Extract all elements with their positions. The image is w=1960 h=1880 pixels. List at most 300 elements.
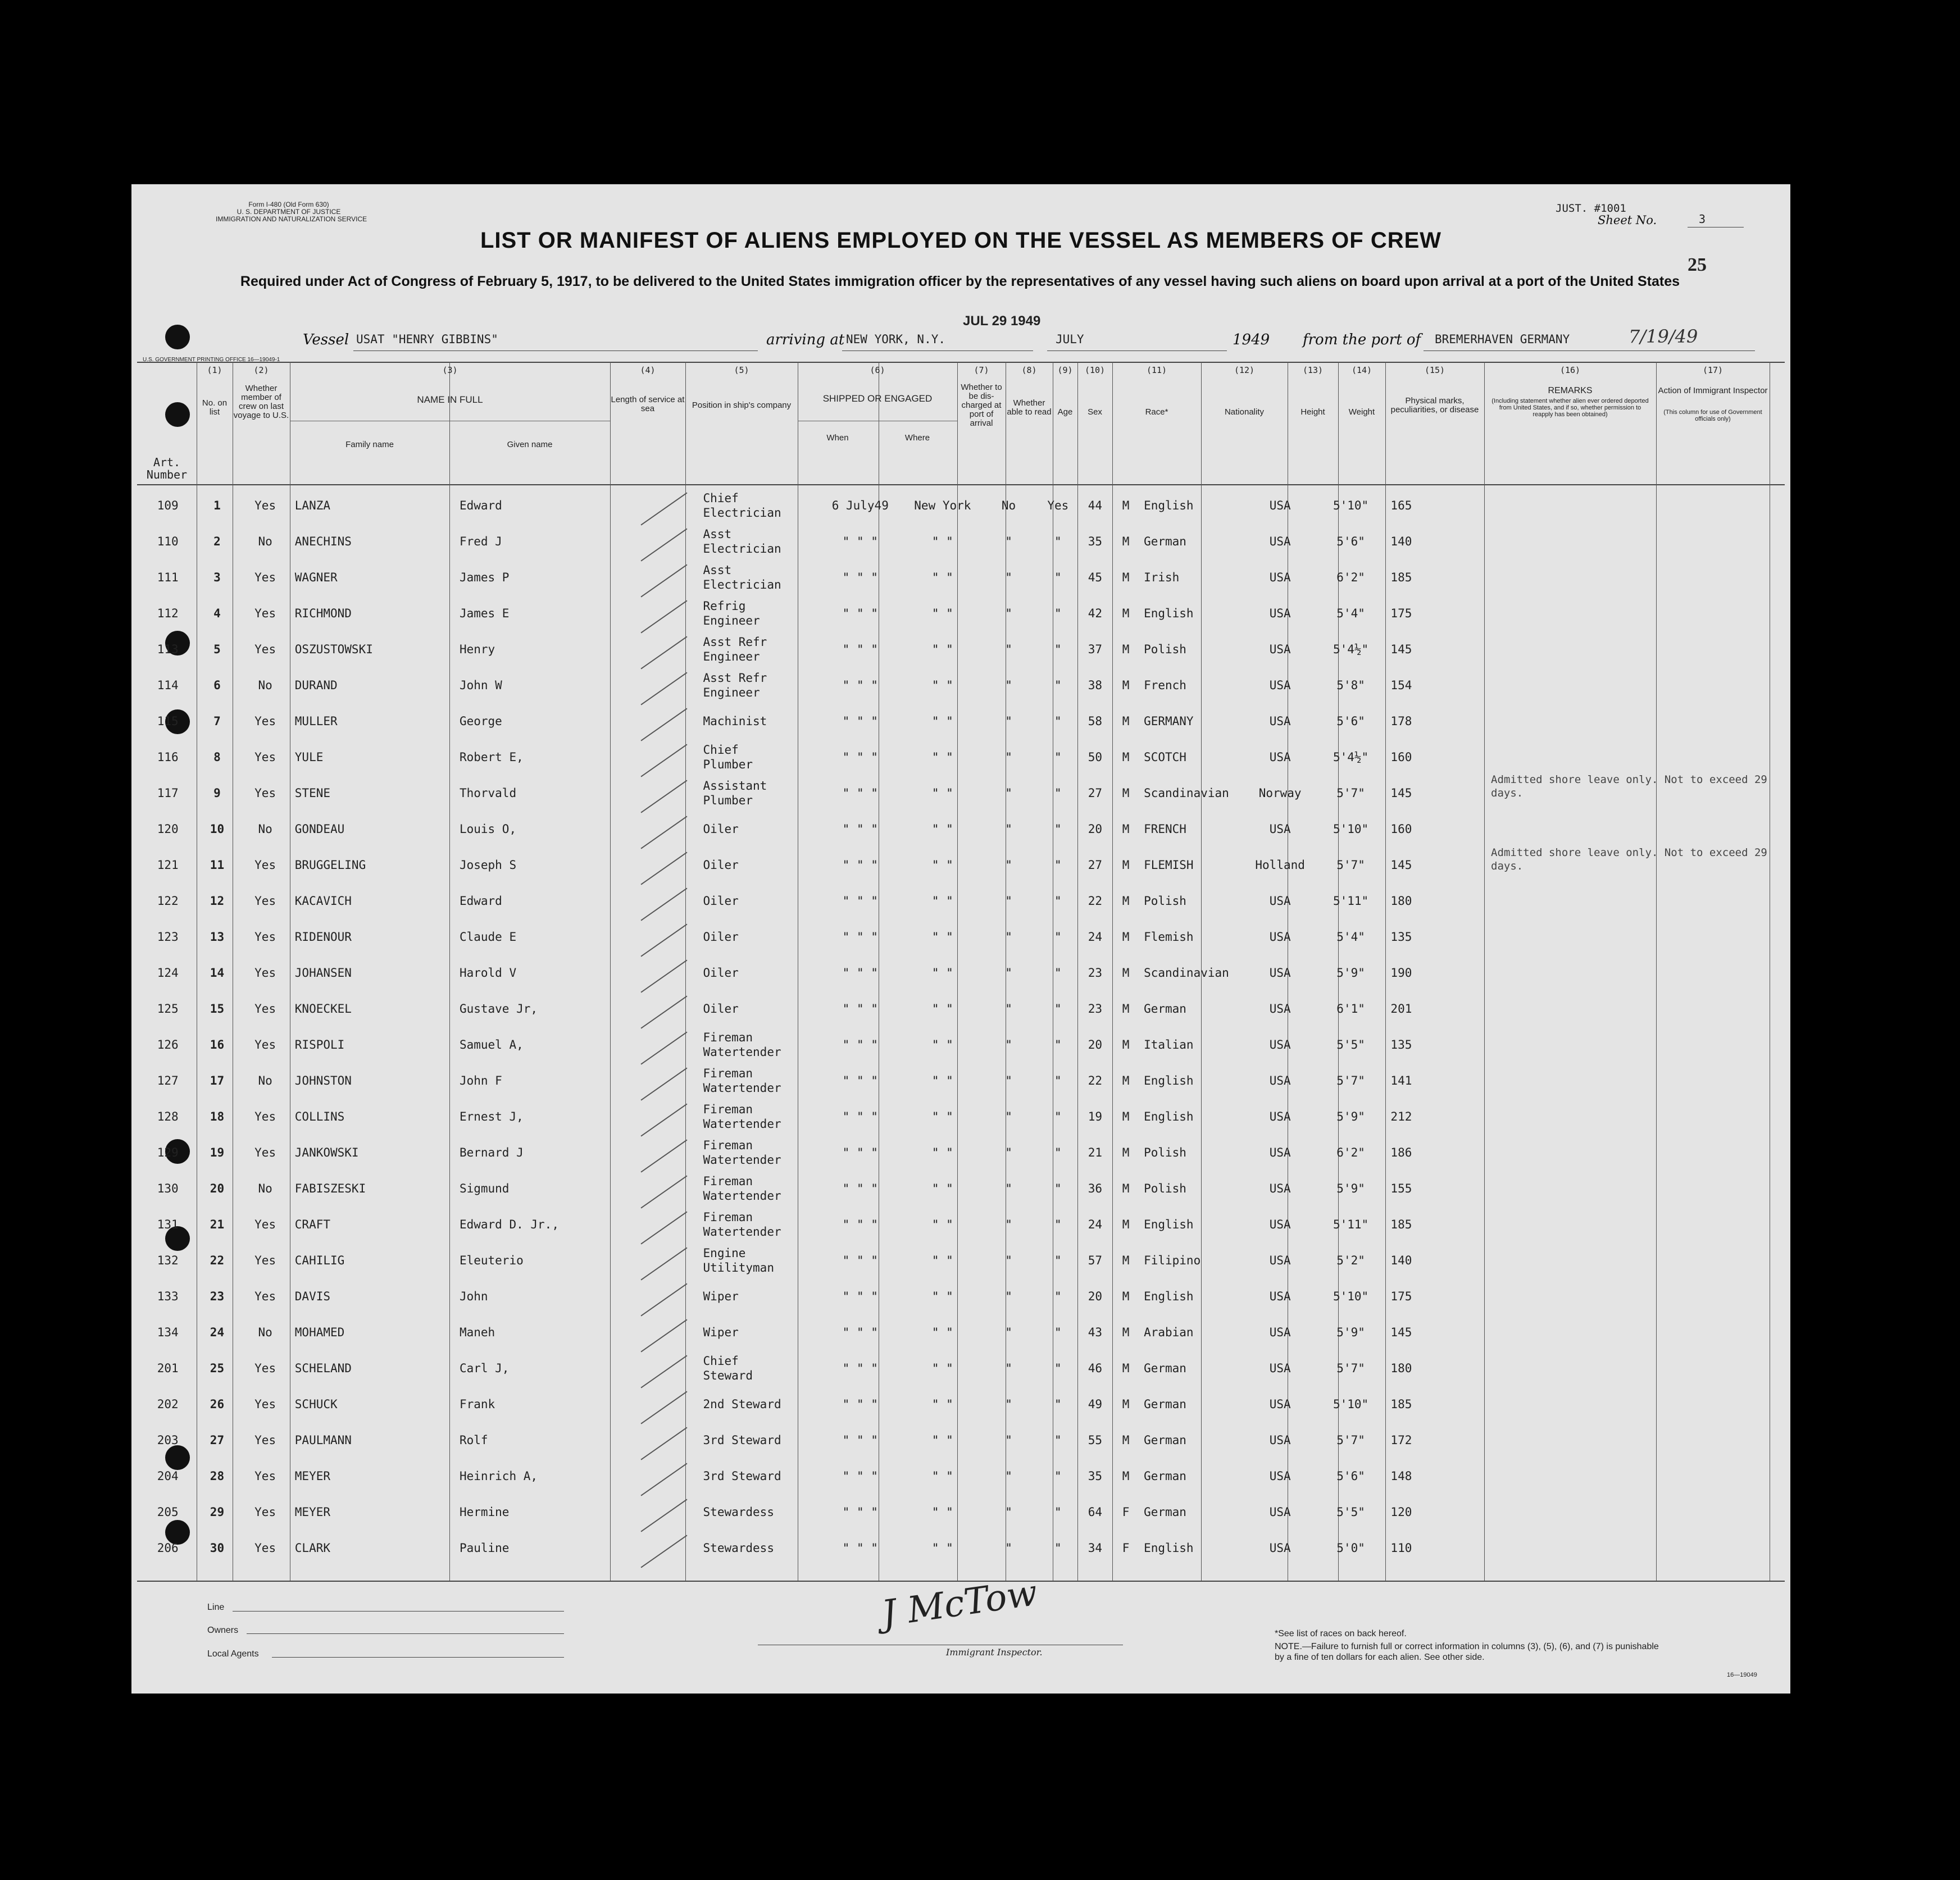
row-position: [703, 1027, 819, 1063]
row-age: 22: [1088, 1074, 1102, 1087]
row-physical-marks: [1426, 955, 1528, 991]
row-nationality: Holland: [1255, 858, 1305, 872]
row-shipped-when: " " ": [842, 1505, 878, 1519]
table-row: [137, 883, 1790, 919]
row-discharged: ": [1005, 1182, 1012, 1195]
row-given-name: Joseph S: [459, 858, 517, 872]
table-row: [137, 955, 1790, 991]
row-action: [1705, 667, 1790, 703]
row-able-read: ": [1054, 1038, 1062, 1051]
row-art-number: 129: [157, 1146, 179, 1159]
position-line-2: Wiper: [703, 1326, 739, 1339]
row-discharged: ": [1005, 930, 1012, 944]
row-last-voyage: Yes: [254, 1038, 276, 1051]
row-age: 21: [1088, 1146, 1102, 1159]
position-line-2: Plumber: [703, 794, 753, 807]
row-last-voyage: Yes: [254, 1505, 276, 1519]
row-nationality: USA: [1269, 714, 1291, 728]
page-title: LIST OR MANIFEST OF ALIENS EMPLOYED ON THE VESSEL AS MEMBERS OF CREW: [480, 228, 1442, 253]
header-remarks: REMARKS: [1548, 386, 1593, 395]
table-row: [137, 1063, 1790, 1099]
header-race: Race*: [1145, 407, 1168, 417]
row-nationality: Norway: [1258, 786, 1302, 800]
row-family-name: MOHAMED: [294, 1326, 345, 1339]
row-last-voyage: Yes: [254, 714, 276, 728]
row-family-name: KNOECKEL: [294, 1002, 352, 1016]
row-remarks: [1527, 955, 1705, 991]
row-remarks: [1527, 631, 1705, 667]
inspector-label: Immigrant Inspector.: [946, 1647, 1043, 1658]
position-line-2: Oiler: [703, 858, 739, 872]
row-number: 30: [210, 1541, 225, 1555]
row-given-name: Claude E: [459, 930, 517, 944]
row-sex: F: [1122, 1541, 1130, 1555]
row-discharged: ": [1005, 1290, 1012, 1303]
position-line-1: Chief: [703, 743, 739, 757]
row-remarks: [1527, 1171, 1705, 1207]
row-art-number: 202: [157, 1398, 179, 1411]
row-number: 21: [210, 1218, 225, 1231]
row-art-number: 111: [157, 571, 179, 584]
row-action: [1705, 703, 1790, 739]
row-weight: 120: [1390, 1505, 1412, 1519]
row-action: [1705, 883, 1790, 919]
row-physical-marks: [1426, 524, 1528, 559]
row-position: [703, 1207, 819, 1242]
row-shipped-where: " ": [931, 858, 953, 872]
row-position: [703, 595, 819, 631]
row-physical-marks: [1426, 1278, 1528, 1314]
row-given-name: Eleuterio: [459, 1254, 524, 1267]
row-nationality: USA: [1269, 1505, 1291, 1519]
header-weight: Weight: [1348, 407, 1375, 417]
check-tick-mark: [641, 960, 688, 993]
row-shipped-when: " " ": [842, 858, 878, 872]
row-remarks: [1527, 739, 1705, 775]
row-length-tick: [625, 1063, 703, 1099]
table-row: [137, 524, 1790, 559]
header-sex: Sex: [1088, 407, 1102, 417]
position-line-1: Chief: [703, 1354, 739, 1368]
row-length-tick: [625, 919, 703, 955]
header-art-number: Art. Number: [146, 456, 188, 481]
row-number: 16: [210, 1038, 225, 1051]
sheet-number: 3: [1699, 212, 1706, 226]
row-family-name: YULE: [294, 750, 324, 764]
row-position: [703, 703, 819, 739]
row-position: [703, 1494, 819, 1530]
row-shipped-where: " ": [931, 930, 953, 944]
row-family-name: JOHNSTON: [294, 1074, 352, 1087]
check-tick-mark: [641, 1463, 688, 1496]
row-length-tick: [625, 1207, 703, 1242]
footer-line-label: Line: [207, 1603, 225, 1612]
row-discharged: ": [1005, 822, 1012, 836]
row-length-tick: [625, 883, 703, 919]
row-length-tick: [625, 775, 703, 811]
check-tick-mark: [641, 744, 688, 777]
row-nationality: USA: [1269, 643, 1291, 656]
table-row: [137, 1494, 1790, 1530]
position-line-1: Engine: [703, 1246, 746, 1260]
row-nationality: USA: [1269, 535, 1291, 548]
row-position: [703, 811, 819, 847]
row-height: 5'10": [1333, 499, 1369, 512]
row-age: 22: [1088, 894, 1102, 908]
row-discharged: No: [1001, 499, 1016, 512]
position-line-2: Watertender: [703, 1045, 781, 1059]
position-line-2: Oiler: [703, 894, 739, 908]
table-row: [137, 1422, 1790, 1458]
col-num: (5): [734, 365, 749, 375]
row-weight: 175: [1390, 607, 1412, 620]
row-art-number: 126: [157, 1038, 179, 1051]
row-remarks: [1527, 1278, 1705, 1314]
row-action: [1705, 1530, 1790, 1566]
row-shipped-when: 6 July49: [831, 499, 889, 512]
row-able-read: ": [1054, 930, 1062, 944]
row-length-tick: [625, 1314, 703, 1350]
row-number: 20: [210, 1182, 225, 1195]
row-physical-marks: [1426, 1171, 1528, 1207]
row-race: Irish: [1144, 571, 1180, 584]
position-line-2: 3rd Steward: [703, 1469, 781, 1483]
row-age: 24: [1088, 930, 1102, 944]
row-able-read: ": [1054, 1146, 1062, 1159]
row-physical-marks: [1426, 811, 1528, 847]
row-height: 5'7": [1336, 858, 1365, 872]
row-weight: 165: [1390, 499, 1412, 512]
header-action-inspector: Action of Immigrant Inspector: [1658, 386, 1768, 395]
row-last-voyage: Yes: [254, 1218, 276, 1231]
row-weight: 185: [1390, 571, 1412, 584]
row-able-read: ": [1054, 643, 1062, 656]
row-action: [1705, 1135, 1790, 1171]
row-shipped-where: " ": [931, 1398, 953, 1411]
row-last-voyage: Yes: [254, 1110, 276, 1123]
row-length-tick: [625, 667, 703, 703]
row-race: Scandinavian: [1144, 966, 1229, 980]
row-shipped-when: " " ": [842, 571, 878, 584]
row-last-voyage: Yes: [254, 750, 276, 764]
row-number: 25: [210, 1362, 225, 1375]
row-family-name: LANZA: [294, 499, 330, 512]
row-nationality: USA: [1269, 1433, 1291, 1447]
row-length-tick: [625, 488, 703, 524]
row-weight: 140: [1390, 1254, 1412, 1267]
col-num: (7): [974, 365, 989, 375]
row-weight: 140: [1390, 535, 1412, 548]
row-physical-marks: [1426, 1135, 1528, 1171]
form-id-block: [216, 201, 367, 223]
row-race: English: [1144, 499, 1194, 512]
row-nationality: USA: [1269, 1362, 1291, 1375]
page-mark: 25: [1688, 254, 1707, 275]
row-physical-marks: [1426, 488, 1528, 524]
table-row: [137, 1314, 1790, 1350]
row-number: 26: [210, 1398, 225, 1411]
row-family-name: RICHMOND: [294, 607, 352, 620]
row-family-name: BRUGGELING: [294, 858, 366, 872]
table-row: [137, 703, 1790, 739]
row-race: English: [1144, 1110, 1194, 1123]
date-stamp: JUL 29 1949: [963, 313, 1041, 329]
row-family-name: JOHANSEN: [294, 966, 352, 980]
check-tick-mark: [641, 1535, 688, 1568]
row-given-name: James E: [459, 607, 510, 620]
row-height: 5'8": [1336, 679, 1365, 692]
row-discharged: ": [1005, 1146, 1012, 1159]
row-age: 55: [1088, 1433, 1102, 1447]
check-tick-mark: [641, 852, 688, 885]
row-given-name: Thorvald: [459, 786, 517, 800]
row-race: Filipino: [1144, 1254, 1201, 1267]
row-art-number: 110: [157, 535, 179, 548]
row-remarks: [1527, 811, 1705, 847]
row-shipped-where: " ": [931, 894, 953, 908]
row-able-read: ": [1054, 750, 1062, 764]
row-nationality: USA: [1269, 1398, 1291, 1411]
row-nationality: USA: [1269, 1541, 1291, 1555]
check-tick-mark: [641, 996, 688, 1029]
row-number: 13: [210, 930, 225, 944]
row-sex: M: [1122, 1326, 1130, 1339]
row-height: 5'9": [1336, 1182, 1365, 1195]
row-number: 15: [210, 1002, 225, 1016]
position-line-2: Watertender: [703, 1153, 781, 1167]
row-discharged: ": [1005, 894, 1012, 908]
row-weight: 190: [1390, 966, 1412, 980]
position-line-2: Engineer: [703, 650, 760, 663]
position-line-1: Chief: [703, 491, 739, 505]
row-sex: M: [1122, 1290, 1130, 1303]
row-remarks: [1527, 1314, 1705, 1350]
row-age: 23: [1088, 966, 1102, 980]
row-length-tick: [625, 559, 703, 595]
row-nationality: USA: [1269, 1469, 1291, 1483]
row-shipped-when: " " ": [842, 679, 878, 692]
row-position: [703, 559, 819, 595]
form-id: Form I-480 (Old Form 630): [248, 201, 329, 208]
row-race: Italian: [1144, 1038, 1194, 1051]
row-given-name: Edward D. Jr.,: [459, 1218, 559, 1231]
row-age: 36: [1088, 1182, 1102, 1195]
row-last-voyage: Yes: [254, 930, 276, 944]
row-art-number: 132: [157, 1254, 179, 1267]
row-length-tick: [625, 1099, 703, 1135]
row-height: 5'5": [1336, 1505, 1365, 1519]
check-tick-mark: [641, 1140, 688, 1173]
row-number: 10: [210, 822, 225, 836]
row-able-read: ": [1054, 607, 1062, 620]
row-height: 5'7": [1336, 1433, 1365, 1447]
row-given-name: Hermine: [459, 1505, 510, 1519]
header-action-note: (This column for use of Government officials only): [1663, 409, 1762, 422]
table-row: [137, 1207, 1790, 1242]
row-discharged: ": [1005, 535, 1012, 548]
row-last-voyage: Yes: [254, 786, 276, 800]
row-shipped-when: " " ": [842, 535, 878, 548]
row-discharged: ": [1005, 714, 1012, 728]
row-action: [1705, 1458, 1790, 1494]
row-given-name: John W: [459, 679, 502, 692]
row-family-name: MULLER: [294, 714, 338, 728]
position-line-2: Oiler: [703, 822, 739, 836]
row-able-read: ": [1054, 966, 1062, 980]
row-sex: M: [1122, 643, 1130, 656]
row-physical-marks: [1426, 1314, 1528, 1350]
row-nationality: USA: [1269, 930, 1291, 944]
row-height: 6'1": [1336, 1002, 1365, 1016]
row-sex: M: [1122, 966, 1130, 980]
arriving-at: NEW YORK, N.Y.: [846, 333, 946, 346]
row-number: 29: [210, 1505, 225, 1519]
row-height: 5'11": [1333, 894, 1369, 908]
row-number: 4: [213, 607, 221, 620]
row-physical-marks: [1426, 1063, 1528, 1099]
check-tick-mark: [641, 529, 688, 562]
row-physical-marks: [1426, 667, 1528, 703]
row-age: 23: [1088, 1002, 1102, 1016]
row-action: [1705, 488, 1790, 524]
row-height: 5'10": [1333, 1398, 1369, 1411]
row-shipped-where: " ": [931, 1362, 953, 1375]
row-nationality: USA: [1269, 966, 1291, 980]
position-line-2: Wiper: [703, 1290, 739, 1303]
row-shipped-when: " " ": [842, 786, 878, 800]
row-height: 6'2": [1336, 571, 1365, 584]
row-weight: 145: [1390, 643, 1412, 656]
row-shipped-when: " " ": [842, 822, 878, 836]
row-shipped-where: " ": [931, 1038, 953, 1051]
row-art-number: 134: [157, 1326, 179, 1339]
row-shipped-where: " ": [931, 1110, 953, 1123]
row-physical-marks: [1426, 1099, 1528, 1135]
row-position: [703, 1278, 819, 1314]
row-race: GERMANY: [1144, 714, 1194, 728]
row-last-voyage: No: [258, 822, 272, 836]
row-length-tick: [625, 739, 703, 775]
row-sex: M: [1122, 750, 1130, 764]
row-shipped-where: " ": [931, 1182, 953, 1195]
row-action: [1705, 1171, 1790, 1207]
row-height: 5'10": [1333, 1290, 1369, 1303]
row-position: [703, 991, 819, 1027]
row-action: [1705, 1494, 1790, 1530]
row-given-name: Maneh: [459, 1326, 495, 1339]
row-family-name: CRAFT: [294, 1218, 330, 1231]
row-number: 7: [213, 714, 221, 728]
row-sex: M: [1122, 714, 1130, 728]
check-tick-mark: [641, 1499, 688, 1532]
row-physical-marks: [1426, 559, 1528, 595]
row-remarks: [1527, 991, 1705, 1027]
row-number: 17: [210, 1074, 225, 1087]
row-number: 11: [210, 858, 225, 872]
row-nationality: USA: [1269, 1218, 1291, 1231]
row-age: 20: [1088, 1290, 1102, 1303]
row-sex: M: [1122, 499, 1130, 512]
position-line-2: Steward: [703, 1369, 753, 1382]
col-num: (14): [1351, 365, 1372, 375]
row-art-number: 112: [157, 607, 179, 620]
header-age: Age: [1057, 407, 1073, 417]
row-shipped-when: " " ": [842, 1074, 878, 1087]
row-height: 5'6": [1336, 1469, 1365, 1483]
col-num: (6): [870, 365, 885, 375]
row-able-read: ": [1054, 1398, 1062, 1411]
row-family-name: SCHELAND: [294, 1362, 352, 1375]
row-last-voyage: Yes: [254, 1146, 276, 1159]
row-position: [703, 488, 819, 524]
row-nationality: USA: [1269, 571, 1291, 584]
row-shipped-where: " ": [931, 1254, 953, 1267]
row-shipped-when: " " ": [842, 643, 878, 656]
header-given-name: Given name: [507, 440, 553, 449]
row-physical-marks: [1426, 703, 1528, 739]
row-action: [1705, 1278, 1790, 1314]
row-position: [703, 524, 819, 559]
row-art-number: 201: [157, 1362, 179, 1375]
header-nationality: Nationality: [1224, 407, 1265, 417]
position-line-2: Utilityman: [703, 1261, 774, 1274]
row-family-name: PAULMANN: [294, 1433, 352, 1447]
row-remarks: [1527, 1063, 1705, 1099]
row-discharged: ": [1005, 1398, 1012, 1411]
from-label: from the port of: [1303, 331, 1421, 348]
position-line-2: Oiler: [703, 1002, 739, 1016]
row-able-read: ": [1054, 1326, 1062, 1339]
row-age: 20: [1088, 1038, 1102, 1051]
row-discharged: ": [1005, 679, 1012, 692]
row-position: [703, 1135, 819, 1171]
row-weight: 172: [1390, 1433, 1412, 1447]
header-length-service: Length of service at sea: [611, 395, 685, 413]
row-age: 43: [1088, 1326, 1102, 1339]
row-shipped-when: " " ": [842, 1146, 878, 1159]
row-race: German: [1144, 1398, 1186, 1411]
row-discharged: ": [1005, 966, 1012, 980]
row-able-read: ": [1054, 894, 1062, 908]
row-last-voyage: Yes: [254, 1541, 276, 1555]
row-weight: 160: [1390, 822, 1412, 836]
row-discharged: ": [1005, 1362, 1012, 1375]
row-age: 34: [1088, 1541, 1102, 1555]
row-family-name: STENE: [294, 786, 330, 800]
row-number: 22: [210, 1254, 225, 1267]
row-remarks: [1527, 1530, 1705, 1566]
row-able-read: ": [1054, 822, 1062, 836]
row-remarks: [1527, 1350, 1705, 1386]
row-physical-marks: [1426, 919, 1528, 955]
row-weight: 135: [1390, 1038, 1412, 1051]
row-age: 27: [1088, 786, 1102, 800]
row-shipped-where: New York: [914, 499, 971, 512]
row-art-number: 133: [157, 1290, 179, 1303]
row-number: 8: [213, 750, 221, 764]
row-number: 5: [213, 643, 221, 656]
punch-hole: [165, 325, 190, 349]
row-discharged: ": [1005, 1002, 1012, 1016]
row-position: [703, 775, 819, 811]
position-line-2: Electrician: [703, 506, 781, 520]
row-shipped-where: " ": [931, 750, 953, 764]
row-given-name: James P: [459, 571, 510, 584]
row-weight: 155: [1390, 1182, 1412, 1195]
row-last-voyage: No: [258, 1326, 272, 1339]
header-shipped: SHIPPED OR ENGAGED: [822, 393, 933, 404]
row-height: 5'4½": [1333, 643, 1369, 656]
